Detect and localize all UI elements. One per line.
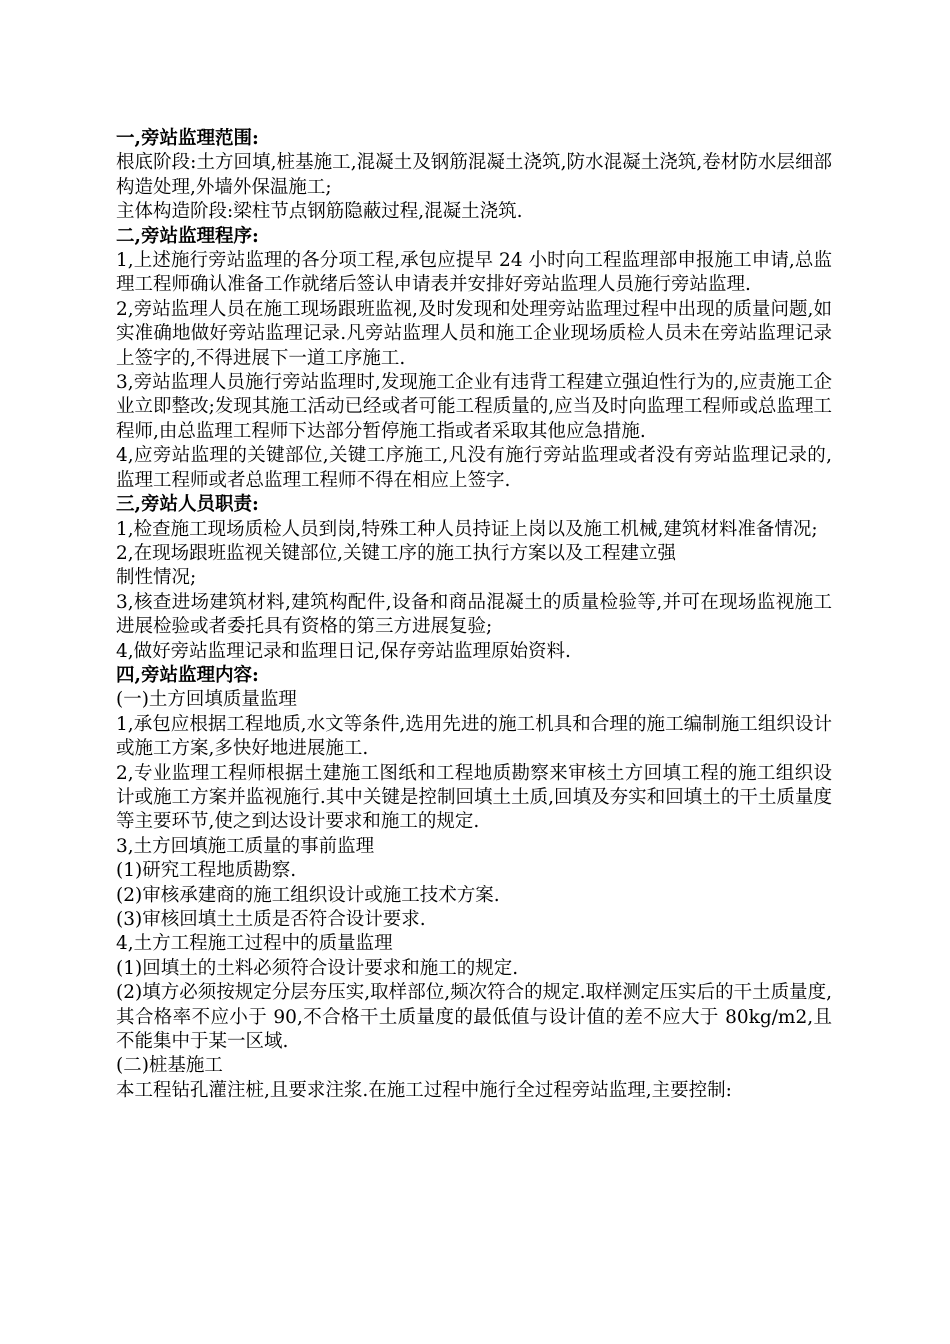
paragraph: 4,做好旁站监理记录和监理日记,保存旁站监理原始资料. xyxy=(116,640,571,662)
paragraph: 制性情况; xyxy=(116,567,197,589)
paragraph: 根底阶段:土方回填,桩基施工,混凝土及钢筋混凝土浇筑,防水混凝土浇筑,卷材防水层细部构造处理,外墙外保温施工; xyxy=(116,152,832,198)
paragraph: (2)填方必须按规定分层夯压实,取样部位,频次符合的规定.取样测定压实后的干土质量度,其合格率不应小于 90,不合格干土质量度的最低值与设计值的差不应大于 80kg/m2,且不能集中于某一区域. xyxy=(116,982,832,1053)
paragraph: 主体构造阶段:梁柱节点钢筋隐蔽过程,混凝土浇筑. xyxy=(116,201,523,223)
paragraph: (一)土方回填质量监理 xyxy=(116,689,297,711)
section-heading: 一,旁站监理范围: xyxy=(116,128,259,149)
paragraph: 1,检查施工现场质检人员到岗,特殊工种人员持证上岗以及施工机械,建筑材料准备情况; xyxy=(116,518,818,540)
paragraph: 2,在现场跟班监视关键部位,关键工序的施工执行方案以及工程建立强 xyxy=(116,542,677,564)
paragraph: (3)审核回填土土质是否符合设计要求. xyxy=(116,909,426,930)
paragraph: (1)回填土的土料必须符合设计要求和施工的规定. xyxy=(116,957,519,979)
paragraph: 2,专业监理工程师根据土建施工图纸和工程地质勘察来审核土方回填工程的施工组织设计或施工方案并监视施行.其中关键是控制回填土土质,回填及夯实和回填土的干土质量度等主要环节,使之到达设计要求和施工的规定. xyxy=(116,762,832,833)
document-body xyxy=(116,127,832,1103)
paragraph: 3,核查进场建筑材料,建筑构配件,设备和商品混凝土的质量检验等,并可在现场监视施工进展检验或者委托具有资格的第三方进展复验; xyxy=(116,591,832,638)
paragraph: 4,土方工程施工过程中的质量监理 xyxy=(116,933,393,955)
section-heading: 三,旁站人员职责: xyxy=(116,494,259,516)
paragraph: (二)桩基施工 xyxy=(116,1055,223,1077)
paragraph: 3,旁站监理人员施行旁站监理时,发现施工企业有违背工程建立强迫性行为的,应责施工企业立即整改;发现其施工活动已经或者可能工程质量的,应当及时向监理工程师或总监理工程师,由总监理工程师下达部分暂停施工指或者采取其他应急措施. xyxy=(116,372,832,442)
section-heading: 二,旁站监理程序: xyxy=(116,225,259,247)
paragraph: 4,应旁站监理的关键部位,关键工序施工,凡没有施行旁站监理或者没有旁站监理记录的,监理工程师或者总监理工程师不得在相应上签字. xyxy=(116,445,832,491)
paragraph: 1,上述施行旁站监理的各分项工程,承包应提早 24 小时向工程监理部申报施工申请,总监理工程师确认准备工作就绪后签认申请表并安排好旁站监理人员施行旁站监理. xyxy=(116,250,832,296)
paragraph: 2,旁站监理人员在施工现场跟班监视,及时发现和处理旁站监理过程中出现的质量问题,如实准确地做好旁站监理记录.凡旁站监理人员和施工企业现场质检人员未在旁站监理记录上签字的,不得进展下一道工序施工. xyxy=(116,298,832,369)
paragraph: 3,土方回填施工质量的事前监理 xyxy=(116,835,375,857)
paragraph: 本工程钻孔灌注桩,且要求注浆.在施工过程中施行全过程旁站监理,主要控制: xyxy=(116,1079,732,1101)
section-heading: 四,旁站监理内容: xyxy=(116,664,259,686)
paragraph: 1,承包应根据工程地质,水文等条件,选用先进的施工机具和合理的施工编制施工组织设计或施工方案,多快好地进展施工. xyxy=(116,713,832,760)
paragraph: (1)研究工程地质勘察. xyxy=(116,860,297,882)
paragraph: (2)审核承建商的施工组织设计或施工技术方案. xyxy=(116,884,500,906)
